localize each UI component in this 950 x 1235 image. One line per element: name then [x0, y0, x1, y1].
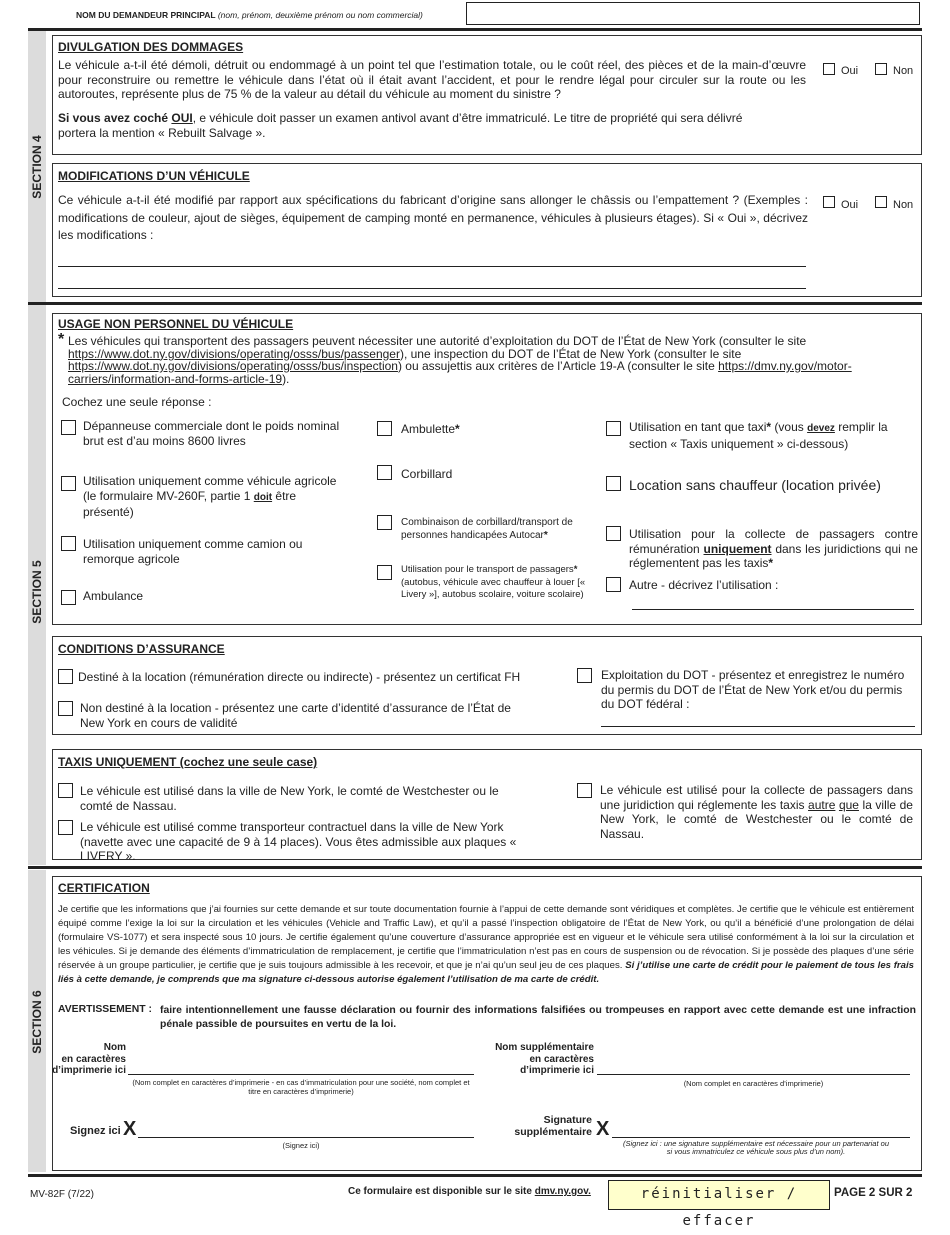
damage-question: Le véhicule a-t-il été démoli, détruit ou endommagé à un point tel que l’estimation totale, ou le coût réel, des pièces et de la main-d’œuvre pour reconstruire ou remettre le véhicule dans l’état où il était avant l’accident, et pour le rendre légal pour circuler sur la route ou les autoroutes, représente plus de 75 % de la valeur au détail du véhicule au moment du sinistre ? — [58, 58, 806, 101]
tow-truck-checkbox[interactable] — [61, 420, 76, 435]
print-name-line[interactable] — [128, 1074, 474, 1075]
ambulette-text: Ambulette — [401, 422, 456, 436]
sign-hint: (Signez ici) — [282, 1141, 320, 1150]
insurance-dot-checkbox[interactable] — [577, 668, 592, 683]
section-divider — [28, 866, 922, 869]
ambulance-label: Ambulance — [83, 589, 144, 603]
passenger-collect-label — [629, 527, 918, 571]
sign-x: X — [123, 1118, 137, 1140]
taxi-other-text-2: la ville de New York, le comté de Westchester ou le comté de Nassau. — [600, 797, 913, 841]
extra-name-label-1: Nom supplémentaire — [495, 1042, 594, 1053]
extra-name-label-3: d’imprimerie ici — [520, 1065, 594, 1076]
passenger-transport-star: * — [573, 564, 578, 575]
ambulette-checkbox[interactable] — [377, 421, 392, 436]
sign-label: Signez ici — [70, 1125, 121, 1137]
damage-note-prefix: Si vous avez coché — [58, 111, 169, 125]
taxi-contract-checkbox[interactable] — [58, 820, 73, 835]
taxi-other-label — [600, 783, 913, 841]
farm-truck-label: Utilisation uniquement comme camion ou remorque agricole — [83, 537, 303, 566]
damage-no-label: Non — [893, 65, 914, 77]
farm-truck-checkbox[interactable] — [61, 536, 76, 551]
warning-label: AVERTISSEMENT : — [58, 1004, 152, 1015]
farm-vehicle-doit: doit — [253, 491, 273, 503]
usage-intro — [68, 335, 858, 385]
farm-vehicle-label — [83, 474, 343, 520]
section-4-label: SECTION 4 — [30, 135, 44, 199]
insurance-hire-checkbox[interactable] — [58, 669, 73, 684]
passenger-transport-checkbox[interactable] — [377, 565, 392, 580]
taxi-other-text-1: Le véhicule est utilisé pour la collecte de passagers dans une juridiction qui réglemente les taxis — [600, 783, 913, 812]
taxi-star: * — [766, 420, 772, 434]
hearse-combo-text: Combinaison de corbillard/transport de personnes handicapées Autocar — [401, 517, 573, 541]
other-usage-label: Autre - décrivez l’utilisation : — [629, 578, 779, 592]
taxi-other-que: que — [838, 797, 859, 812]
certification-body — [58, 903, 914, 987]
other-usage-checkbox[interactable] — [606, 577, 621, 592]
print-name-hint: (Nom complet en caractères d’imprimerie - en cas d’immatriculation pour une société, nom complet et titre en caractères d’imprimerie) — [132, 1078, 470, 1096]
mods-yes-label: Oui — [841, 199, 859, 211]
passenger-transport-detail: (autobus, véhicule avec chauffeur à louer [« Livery »], autobus scolaire, voiture scolaire) — [401, 576, 586, 600]
extra-sign-hint-2: si vous immatriculez ce véhicule sous plus d’un nom). — [666, 1147, 846, 1156]
rental-label: Location sans chauffeur (location privée) — [629, 477, 881, 493]
page-number: PAGE 2 SUR 2 — [834, 1187, 913, 1199]
print-name-label-1: Nom — [103, 1042, 126, 1053]
usage-link-passenger[interactable]: https://www.dot.ny.gov/divisions/operating/osss/bus/passenger — [68, 346, 400, 361]
insurance-dot-label: Exploitation du DOT - présentez et enregistrez le numéro du permis du DOT de l’État de New York et/ou du permis du DOT fédéral : — [601, 668, 905, 711]
taxi-text-1: Utilisation en tant que taxi — [629, 420, 767, 434]
applicant-name-input[interactable] — [466, 2, 920, 25]
usage-link-article19[interactable]: https://dmv.ny.gov/motor-carriers/information-and-forms-article-19 — [68, 359, 852, 386]
extra-name-line[interactable] — [597, 1074, 910, 1075]
usage-intro-1: Les véhicules qui transportent des passagers peuvent nécessiter une autorité d’exploitation du DOT de l’État de New York (consulter le site — [68, 334, 807, 348]
extra-sign-hint — [606, 1140, 906, 1156]
modifications-line-1[interactable] — [58, 266, 806, 267]
taxi-nyc-checkbox[interactable] — [58, 783, 73, 798]
extra-name-hint: (Nom complet en caractères d’imprimerie) — [683, 1079, 824, 1088]
footer-site-link[interactable]: dmv.ny.gov. — [534, 1186, 591, 1197]
damage-yes-checkbox[interactable] — [823, 63, 835, 75]
farm-vehicle-checkbox[interactable] — [61, 476, 76, 491]
usage-intro-2: ), une inspection du DOT de l’État de New York (consulter le site — [399, 346, 742, 361]
mods-no-label: Non — [893, 199, 914, 211]
taxi-text-3: remplir la section « Taxis uniquement » ci-dessous) — [629, 420, 888, 451]
usage-title: USAGE NON PERSONNEL DU VÉHICULE — [58, 317, 294, 331]
insurance-title: CONDITIONS D’ASSURANCE — [58, 642, 225, 656]
section-divider — [28, 28, 922, 31]
modifications-title: MODIFICATIONS D’UN VÉHICULE — [58, 169, 250, 183]
applicant-name-label — [76, 10, 423, 20]
damage-yes-label: Oui — [841, 65, 859, 77]
hearse-label: Corbillard — [401, 467, 453, 481]
taxi-label — [629, 420, 914, 451]
print-name-label-3: d’imprimerie ici — [52, 1065, 126, 1076]
passenger-collect-checkbox[interactable] — [606, 526, 621, 541]
other-usage-line[interactable] — [632, 609, 914, 610]
certification-credit: Si j’utilise une carte de crédit pour le paiement de tous les frais liés à cette demande, je comprends que ma signature ci-dessous autorise également l’utilisation de ma carte de crédit. — [58, 960, 915, 985]
collect-uniquement: uniquement — [703, 541, 772, 556]
section-divider — [28, 302, 922, 305]
print-name-label — [48, 1042, 126, 1077]
print-name-label-2: en caractères — [61, 1053, 126, 1065]
section-divider — [28, 1174, 922, 1177]
taxi-other-checkbox[interactable] — [577, 783, 592, 798]
extra-sign-x: X — [596, 1118, 610, 1140]
usage-intro-4: ). — [282, 371, 290, 386]
section-6-label: SECTION 6 — [30, 990, 44, 1054]
extra-sign-hint-1: (Signez ici : une signature supplémentaire est nécessaire pour un partenariat ou — [623, 1139, 889, 1148]
passenger-transport-text: Utilisation pour le transport de passagers — [401, 564, 574, 575]
usage-intro-3: ) ou assujettis aux critères de l’Article 19-A (consulter le site — [397, 359, 715, 373]
taxi-devez: devez — [807, 423, 835, 434]
taxi-title: TAXIS UNIQUEMENT (cochez une seule case) — [58, 755, 318, 769]
extra-name-label-2: en caractères — [529, 1053, 594, 1065]
passenger-transport-label — [401, 564, 601, 602]
usage-instruction: Cochez une seule réponse : — [62, 395, 212, 409]
collect-text-1: Utilisation pour la collecte de passagers contre rémunération — [629, 527, 918, 556]
mods-no-checkbox[interactable] — [875, 196, 887, 208]
signature-line[interactable] — [138, 1137, 474, 1138]
insurance-not-hire-checkbox[interactable] — [58, 701, 73, 716]
usage-star: * — [58, 331, 65, 348]
hearse-combo-checkbox[interactable] — [377, 515, 392, 530]
mods-yes-checkbox[interactable] — [823, 196, 835, 208]
hearse-combo-star: * — [543, 530, 548, 541]
tow-truck-label: Dépanneuse commerciale dont le poids nominal brut est d’au moins 8600 livres — [83, 419, 340, 448]
applicant-name-hint: (nom, prénom, deuxième prénom ou nom commercial) — [217, 10, 423, 20]
taxi-nyc-label: Le véhicule est utilisé dans la ville de New York, le comté de Westchester ou le comté de Nassau. — [80, 784, 499, 813]
form-id: MV-82F (7/22) — [30, 1189, 94, 1200]
taxi-other-autre: autre — [808, 797, 836, 812]
ambulette-star: * — [455, 422, 460, 436]
rental-checkbox[interactable] — [606, 476, 621, 491]
insurance-not-hire-label: Non destiné à la location - présentez une carte d’identité d’assurance de l’État de New York en cours de validité — [80, 701, 511, 730]
hearse-combo-label — [401, 516, 601, 542]
damage-no-checkbox[interactable] — [875, 63, 887, 75]
farm-vehicle-text-2: être présenté) — [83, 488, 297, 519]
insurance-dot-line[interactable] — [601, 726, 915, 727]
applicant-name-label-text: NOM DU DEMANDEUR PRINCIPAL — [76, 10, 216, 20]
insurance-hire-label: Destiné à la location (rémunération directe ou indirecte) - présentez un certificat FH — [78, 670, 521, 684]
section-5-label: SECTION 5 — [30, 560, 44, 624]
taxi-text-2: (vous — [771, 420, 808, 434]
hearse-checkbox[interactable] — [377, 465, 392, 480]
usage-link-inspection[interactable]: https://www.dot.ny.gov/divisions/operating/osss/bus/inspection — [68, 359, 398, 373]
extra-signature-line[interactable] — [612, 1137, 910, 1138]
damage-note-rest: , e véhicule doit passer un examen antivol avant d’être immatriculé. Le titre de propriété qui sera délivré portera la mention « Rebuilt Salvage ». — [58, 111, 743, 140]
footer-availability — [348, 1186, 591, 1197]
damage-title: DIVULGATION DES DOMMAGES — [58, 40, 244, 54]
certification-title: CERTIFICATION — [58, 881, 150, 895]
farm-vehicle-text-1: Utilisation uniquement comme véhicule agricole (le formulaire MV-260F, partie 1 — [83, 474, 337, 503]
taxi-checkbox[interactable] — [606, 421, 621, 436]
damage-note-oui: OUI — [171, 111, 193, 125]
collect-text-2: dans les juridictions qui ne réglementent pas les taxis — [629, 541, 918, 570]
footer-available-text: Ce formulaire est disponible sur le site — [348, 1186, 532, 1197]
ambulance-checkbox[interactable] — [61, 590, 76, 605]
extra-sign-label-2: supplémentaire — [514, 1126, 592, 1138]
modifications-question: Ce véhicule a-t-il été modifié par rapport aux spécifications du fabricant d’origine sans allonger le châssis ou l’empattement ? (Exemples : modifications de couleur, ajout de sièges, équipement de camping monté en permanence, véhicules à plusieurs étages). Si « Oui », décrivez les modifications : — [58, 193, 808, 242]
modifications-line-2[interactable] — [58, 288, 806, 289]
extra-sign-label — [496, 1114, 592, 1138]
warning-text: faire intentionnellement une fausse déclaration ou fournir des informations falsifiées ou trompeuses en rapport avec cette demande est une infraction pénale passible de poursuites en vertu de la loi. — [160, 1005, 916, 1030]
taxi-contract-label: Le véhicule est utilisé comme transporteur contractuel dans la ville de New York (navette avec une capacité de 9 à 14 places). Vous êtes admissible aux plaques « LIVERY ». — [80, 820, 517, 863]
damage-note — [58, 111, 778, 140]
collect-star: * — [768, 556, 774, 570]
extra-sign-label-1: Signature — [543, 1114, 592, 1126]
extra-name-label — [480, 1042, 594, 1077]
ambulette-label — [401, 422, 460, 437]
reset-button[interactable]: réinitialiser / effacer — [608, 1180, 830, 1210]
certification-body-text: Je certifie que les informations que j’ai fournies sur cette demande et sur toute documentation fournie à l’appui de cette demande sont véridiques et complètes. Je certifie que le véhicule est entièrement équipé comme l’exige la loi sur la circulation et les véhicules (Vehicle and Traffic Law), et qu’il a passé l’inspection obligatoire de l’État de New York, ou qu’il a bénéficié d’une prolongation de délai (formulaire VS-1077) et sera inspecté sous 10 jours. Je certifie également qu’une couverture d’assurance appropriée est en vigueur et le véhicule sera utilisé conformément à la loi sur la circulation et les véhicules. Si je demande des éléments d’immatriculation de remplacement, je certifie que l’immatriculation n’est pas en cours de suspension ou de révocation. Si je possède des plaques d’une série réservée à un groupe particulier, je certifie que je suis toujours admissible à les recevoir, et que je n’ai qu’un seul jeu de ces plaques. — [58, 904, 914, 971]
